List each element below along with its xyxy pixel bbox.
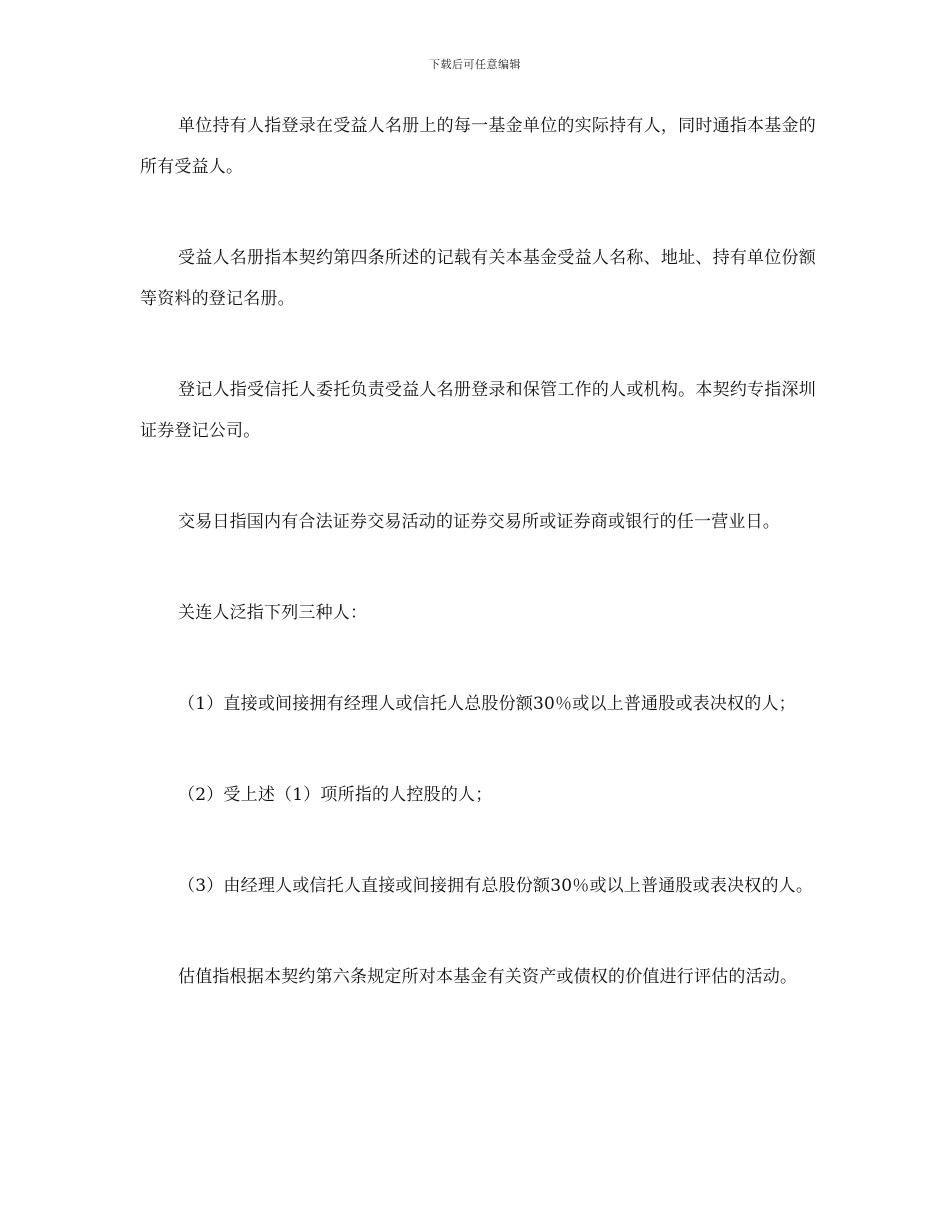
paragraph-unit-holder: 单位持有人指登录在受益人名册上的每一基金单位的实际持有人，同时通指本基金的所有受益人。 [140,116,816,177]
paragraph-item-3: （3）由经理人或信托人直接或间接拥有总股份额30％或以上普通股或表决权的人。 [178,876,814,896]
paragraph-trading-day: 交易日指国内有合法证券交易活动的证券交易所或证券商或银行的任一营业日。 [178,512,780,532]
paragraph-valuation: 估值指根据本契约第六条规定所对本基金有关资产或债权的价值进行评估的活动。 [178,967,798,987]
paragraph-item-2: （2）受上述（1）项所指的人控股的人； [178,785,493,805]
document-body [140,106,816,1048]
paragraph-registrar: 登记人指受信托人委托负责受益人名册登录和保管工作的人或机构。本契约专指深圳证券登记公司。 [140,380,816,441]
page-header: 下载后可任意编辑 [429,58,521,71]
paragraph-connected-persons: 关连人泛指下列三种人： [178,603,368,623]
paragraph-beneficiary-register: 受益人名册指本契约第四条所述的记载有关本基金受益人名称、地址、持有单位份额等资料的登记名册。 [140,248,816,309]
paragraph-item-1: （1）直接或间接拥有经理人或信托人总股份额30％或以上普通股或表决权的人； [178,694,796,714]
